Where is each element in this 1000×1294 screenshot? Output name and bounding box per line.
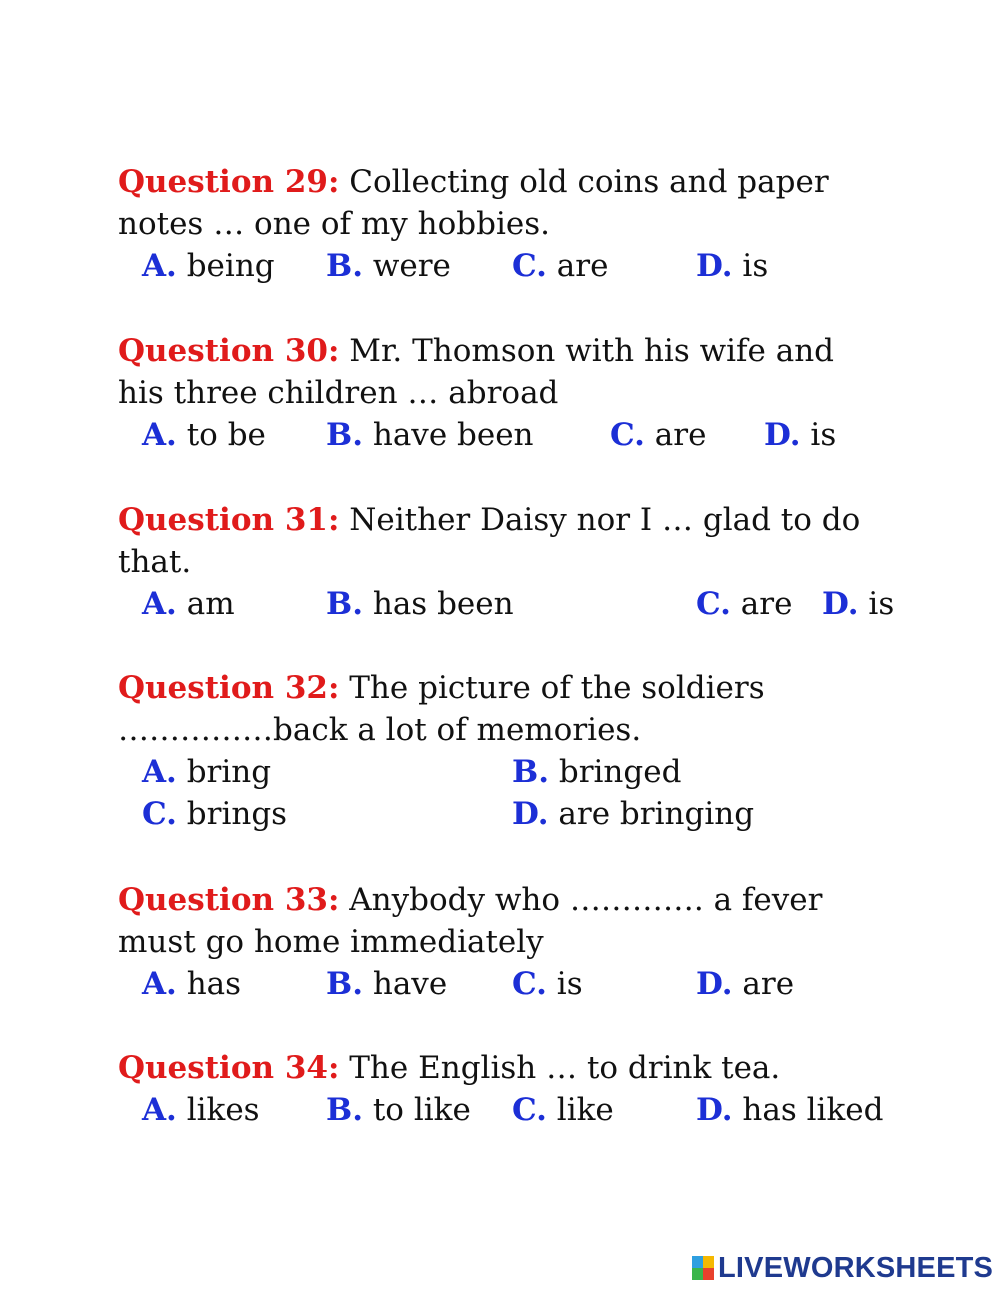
question-32 — [118, 667, 918, 835]
option-text: has been — [363, 586, 514, 622]
option-letter: D. — [696, 966, 733, 1002]
option-letter: D. — [696, 1092, 733, 1128]
option-text: are — [730, 586, 793, 622]
answer-options — [118, 583, 918, 625]
option-d[interactable] — [696, 245, 768, 287]
option-d[interactable] — [764, 414, 836, 456]
option-a[interactable] — [142, 245, 275, 287]
question-30 — [118, 330, 918, 456]
answer-options — [118, 414, 918, 456]
option-letter: D. — [822, 586, 859, 622]
option-text: have been — [363, 417, 534, 453]
question-stem — [118, 1047, 918, 1089]
option-letter: C. — [512, 248, 547, 284]
question-33 — [118, 879, 918, 1005]
option-letter: C. — [512, 1092, 547, 1128]
option-letter: A. — [142, 754, 177, 790]
option-c[interactable] — [512, 963, 583, 1005]
option-text: to be — [176, 417, 266, 453]
option-c[interactable] — [512, 245, 608, 287]
option-letter: A. — [142, 586, 177, 622]
option-c[interactable] — [610, 414, 706, 456]
question-label: Question 33: — [118, 882, 340, 918]
question-stem — [118, 667, 918, 709]
option-text: is — [858, 586, 895, 622]
option-text: have — [363, 966, 448, 1002]
option-d[interactable] — [696, 1089, 883, 1131]
answer-options — [118, 245, 918, 287]
option-b[interactable] — [326, 414, 534, 456]
question-34 — [118, 1047, 918, 1131]
answer-options — [118, 1089, 918, 1131]
option-text: am — [176, 586, 235, 622]
option-letter: C. — [696, 586, 731, 622]
option-letter: B. — [326, 248, 363, 284]
option-text: to like — [363, 1092, 471, 1128]
option-c[interactable] — [142, 793, 287, 835]
question-text-continued: that. — [118, 544, 192, 580]
answer-options — [118, 963, 918, 1005]
question-text: Collecting old coins and paper — [339, 164, 829, 200]
option-d[interactable] — [512, 793, 754, 835]
question-label: Question 34: — [118, 1050, 340, 1086]
option-letter: B. — [326, 966, 363, 1002]
question-text: Neither Daisy nor I … glad to do — [339, 502, 861, 538]
option-text: has — [176, 966, 242, 1002]
option-letter: D. — [696, 248, 733, 284]
option-letter: A. — [142, 1092, 177, 1128]
option-text: is — [732, 248, 769, 284]
option-a[interactable] — [142, 963, 241, 1005]
question-text-continued: notes … one of my hobbies. — [118, 206, 550, 242]
option-text: is — [546, 966, 583, 1002]
answer-options-row-2 — [118, 793, 918, 835]
option-d[interactable] — [696, 963, 794, 1005]
liveworksheets-logo — [692, 1251, 993, 1285]
option-text: are — [546, 248, 609, 284]
answer-options-row-1 — [118, 751, 918, 793]
option-a[interactable] — [142, 751, 271, 793]
option-text: are — [732, 966, 795, 1002]
question-text: Anybody who …………. a fever — [339, 882, 823, 918]
option-text: were — [363, 248, 451, 284]
option-a[interactable] — [142, 1089, 260, 1131]
option-text: bringed — [549, 754, 682, 790]
option-b[interactable] — [512, 751, 681, 793]
option-letter: A. — [142, 417, 177, 453]
blocks-icon — [692, 1256, 714, 1280]
question-text-continued: his three children … abroad — [118, 375, 559, 411]
option-b[interactable] — [326, 1089, 471, 1131]
option-text: are bringing — [548, 796, 755, 832]
option-letter: B. — [326, 1092, 363, 1128]
option-d[interactable] — [822, 583, 894, 625]
option-text: likes — [176, 1092, 260, 1128]
question-label: Question 30: — [118, 333, 340, 369]
logo-text: LIVEWORKSHEETS — [718, 1251, 994, 1284]
option-text: bring — [176, 754, 272, 790]
question-31 — [118, 499, 918, 625]
question-text-continued: ……………back a lot of memories. — [118, 712, 642, 748]
question-label: Question 31: — [118, 502, 340, 538]
option-letter: C. — [512, 966, 547, 1002]
question-label: Question 29: — [118, 164, 340, 200]
option-b[interactable] — [326, 583, 514, 625]
option-b[interactable] — [326, 963, 447, 1005]
option-text: are — [644, 417, 707, 453]
question-stem — [118, 879, 918, 921]
question-text: The picture of the soldiers — [339, 670, 765, 706]
option-text: brings — [176, 796, 288, 832]
option-text: like — [546, 1092, 614, 1128]
question-stem — [118, 499, 918, 541]
option-b[interactable] — [326, 245, 451, 287]
option-a[interactable] — [142, 583, 235, 625]
option-letter: A. — [142, 966, 177, 1002]
question-text: Mr. Thomson with his wife and — [339, 333, 834, 369]
option-text: is — [800, 417, 837, 453]
option-letter: D. — [764, 417, 801, 453]
option-letter: B. — [512, 754, 549, 790]
question-stem — [118, 161, 918, 203]
question-text: The English … to drink tea. — [339, 1050, 781, 1086]
option-text: being — [176, 248, 275, 284]
option-a[interactable] — [142, 414, 266, 456]
option-letter: C. — [142, 796, 177, 832]
option-text: has liked — [732, 1092, 884, 1128]
option-c[interactable] — [512, 1089, 614, 1131]
option-letter: C. — [610, 417, 645, 453]
option-letter: A. — [142, 248, 177, 284]
option-letter: B. — [326, 417, 363, 453]
question-29 — [118, 161, 918, 287]
question-text-continued: must go home immediately — [118, 924, 544, 960]
option-letter: B. — [326, 586, 363, 622]
option-letter: D. — [512, 796, 549, 832]
option-c[interactable] — [696, 583, 792, 625]
question-label: Question 32: — [118, 670, 340, 706]
question-stem — [118, 330, 918, 372]
